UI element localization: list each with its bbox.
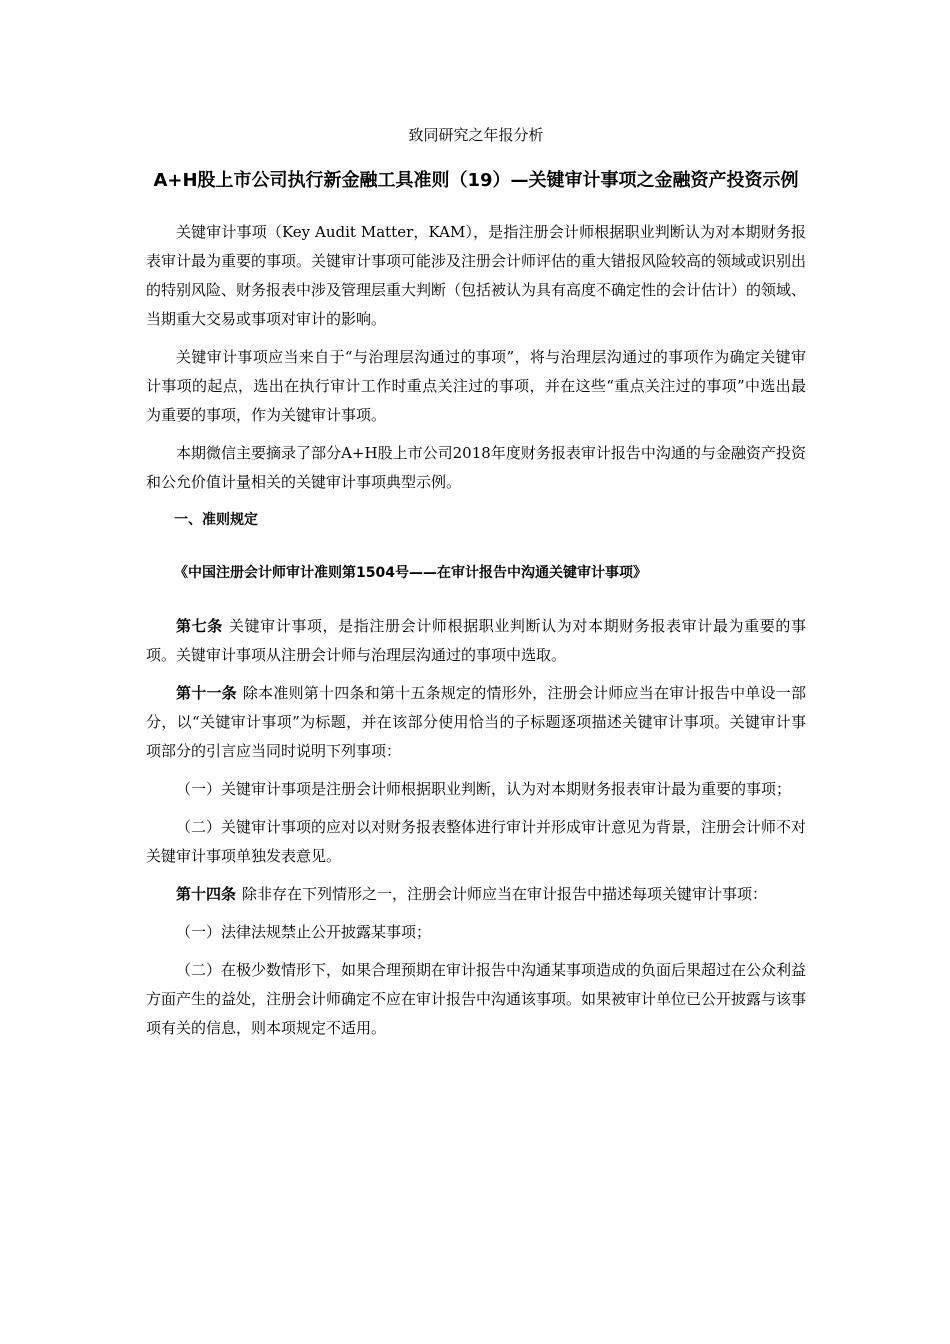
series-label: 致同研究之年报分析 — [408, 126, 544, 144]
article-label: 第七条 — [176, 617, 223, 635]
standard-title: 《中国注册会计师审计准则第1504号——在审计报告中沟通关键审计事项》 — [174, 565, 647, 581]
article-text: 除非存在下列情形之一，注册会计师应当在审计报告中描述每项关键审计事项： — [242, 885, 768, 903]
intro-paragraph: 本期微信主要摘录了部分A+H股上市公司2018年度财务报表审计报告中沟通的与金融资产投资和公允价值计量相关的关键审计事项典型示例。 — [146, 444, 806, 491]
article-7 — [146, 612, 806, 670]
intro-paragraph: 关键审计事项（Key Audit Matter，KAM），是指注册会计师根据职业判断认为对本期财务报表审计最为重要的事项。关键审计事项可能涉及注册会计师评估的重大错报风险较高的领域或识别出的特别风险、财务报表中涉及管理层重大判断（包括被认为具有高度不确定性的会计估计）的领域、当期重大交易或事项对审计的影响。 — [146, 223, 807, 328]
article-item: （二）关键审计事项的应对以对财务报表整体进行审计并形成审计意见为背景，注册会计师不对关键审计事项单独发表意见。 — [146, 818, 807, 865]
article-14 — [146, 880, 806, 909]
article-text: 除本准则第十四条和第十五条规定的情形外，注册会计师应当在审计报告中单设一部分，以“关键审计事项”为标题，并在该部分使用恰当的子标题逐项描述关键审计事项。关键审计事项部分的引言应当同时说明下列事项： — [146, 684, 806, 760]
article-label: 第十四条 — [176, 885, 237, 903]
article-item: （一）法律法规禁止公开披露某事项； — [176, 923, 432, 941]
article-text: 关键审计事项，是指注册会计师根据职业判断认为对本期财务报表审计最为重要的事项。关键审计事项从注册会计师与治理层沟通过的事项中选取。 — [146, 617, 806, 664]
section-heading: 一、准则规定 — [174, 512, 258, 528]
document-body — [146, 118, 806, 1052]
article-11 — [146, 679, 806, 766]
article-item: （二）在极少数情形下，如果合理预期在审计报告中沟通某事项造成的负面后果超过在公众利益方面产生的益处，注册会计师确定不应在审计报告中沟通该事项。如果被审计单位已公开披露与该事项有关的信息，则本项规定不适用。 — [146, 961, 807, 1037]
article-label: 第十一条 — [176, 684, 237, 702]
intro-paragraph: 关键审计事项应当来自于“与治理层沟通过的事项”，将与治理层沟通过的事项作为确定关键审计事项的起点，选出在执行审计工作时重点关注过的事项，并在这些“重点关注过的事项”中选出最为重要的事项，作为关键审计事项。 — [146, 348, 806, 424]
document-title: A+H股上市公司执行新金融工具准则（19）—关键审计事项之金融资产投资示例 — [153, 170, 799, 191]
article-item: （一）关键审计事项是注册会计师根据职业判断，认为对本期财务报表审计最为重要的事项； — [176, 780, 792, 798]
